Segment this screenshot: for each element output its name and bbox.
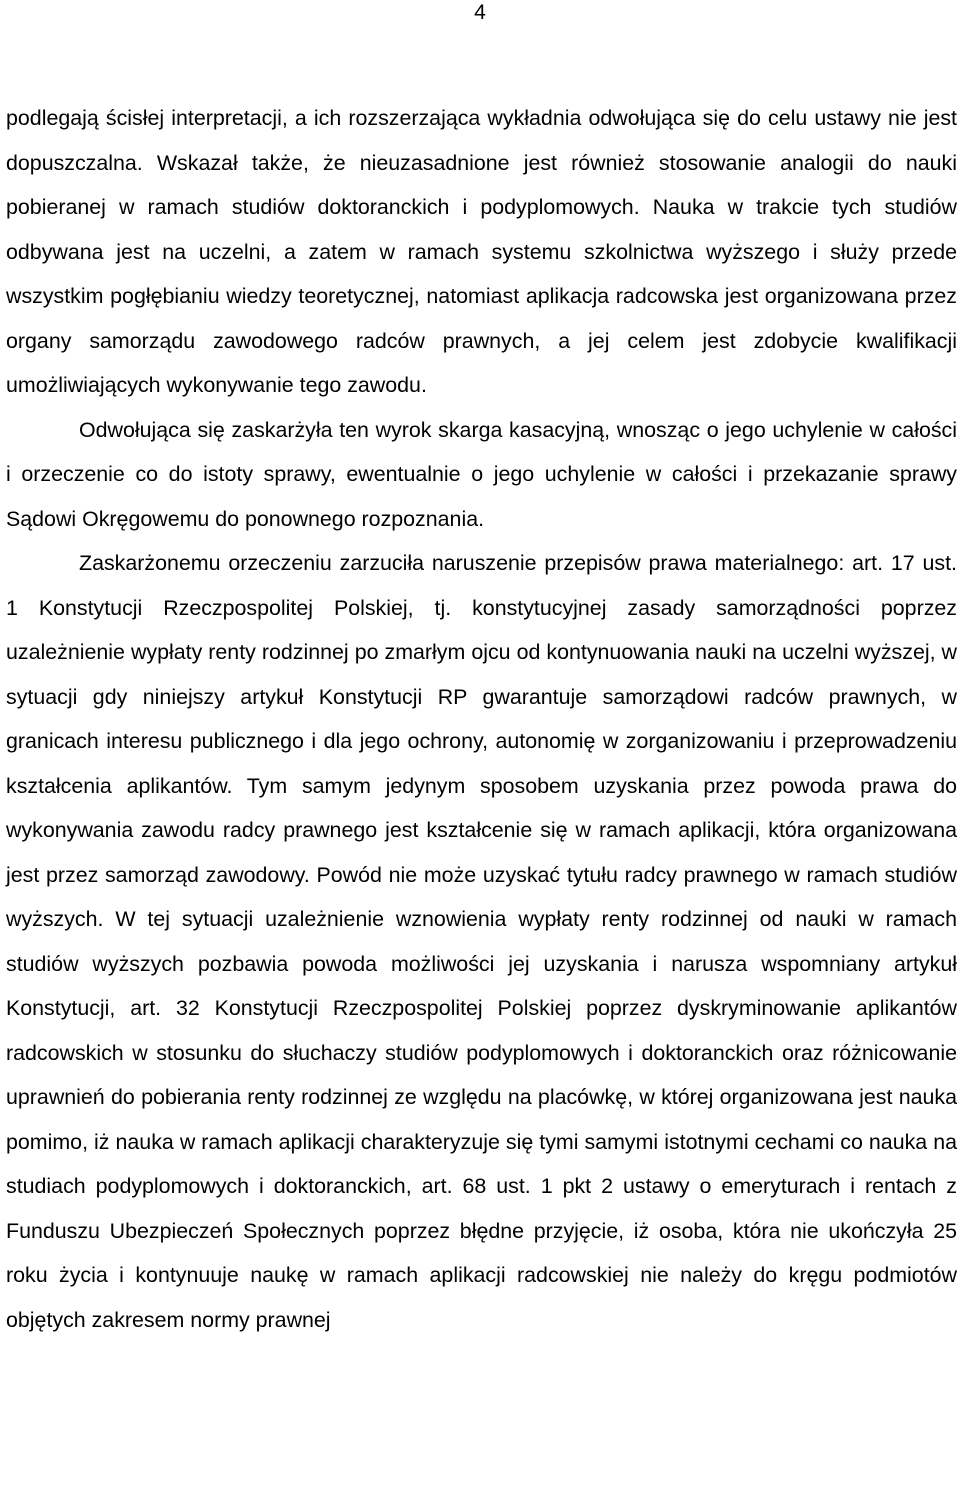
page-number: 4	[474, 1, 486, 24]
paragraph-1: podlegają ścisłej interpretacji, a ich rozszerzająca wykładnia odwołująca się do celu ustawy nie jest dopuszczalna. Wskazał także, że nieuzasadnione jest również stosowanie analogii do nauki pobieranej w ramach studiów doktoranckich i podyplomowych. Nauka w trakcie tych studiów odbywana jest na uczelni, a zatem w ramach systemu szkolnictwa wyższego i służy przede wszystkim pogłębianiu wiedzy teoretycznej, natomiast aplikacja radcowska jest organizowana przez organy samorządu zawodowego radców prawnych, a jej celem jest zdobycie kwalifikacji umożliwiających wykonywanie tego zawodu.	[6, 106, 957, 397]
paragraph-3: Zaskarżonemu orzeczeniu zarzuciła naruszenie przepisów prawa materialnego: art. 17 ust. 1 Konstytucji Rzeczpospolitej Polskiej, tj. konstytucyjnej zasady samorządności poprzez uzależnienie wypłaty renty rodzinnej po zmarłym ojcu od kontynuowania nauki na uczelni wyższej, w sytuacji gdy niniejszy artykuł Konstytucji RP gwarantuje samorządowi radców prawnych, w granicach interesu publicznego i dla jego ochrony, autonomię w zorganizowaniu i przeprowadzeniu kształcenia aplikantów. Tym samym jedynym sposobem uzyskania przez powoda prawa do wykonywania zawodu radcy prawnego jest kształcenie się w ramach aplikacji, która organizowana jest przez samorząd zawodowy. Powód nie może uzyskać tytułu radcy prawnego w ramach studiów wyższych. W tej sytuacji uzależnienie wznowienia wypłaty renty rodzinnej od nauki w ramach studiów wyższych pozbawia powoda możliwości jej uzyskania i narusza wspomniany artykuł Konstytucji, art. 32 Konstytucji Rzeczpospolitej Polskiej poprzez dyskryminowanie aplikantów radcowskich w stosunku do słuchaczy studiów podyplomowych i doktoranckich oraz różnicowanie uprawnień do pobierania renty rodzinnej ze względu na placówkę, w której organizowana jest nauka pomimo, iż nauka w ramach aplikacji charakteryzuje się tymi samymi istotnymi cechami co nauka na studiach podyplomowych i doktoranckich, art. 68 ust. 1 pkt 2 ustawy o emeryturach i rentach z Funduszu Ubezpieczeń Społecznych poprzez błędne przyjęcie, iż osoba, która nie ukończyła 25 roku życia i kontynuuje naukę w ramach aplikacji radcowskiej nie należy do kręgu podmiotów objętych zakresem normy prawnej	[6, 551, 957, 1332]
document-body	[6, 96, 957, 1342]
paragraph-2: Odwołująca się zaskarżyła ten wyrok skarga kasacyjną, wnosząc o jego uchylenie w całości i orzeczenie co do istoty sprawy, ewentualnie o jego uchylenie w całości i przekazanie sprawy Sądowi Okręgowemu do ponownego rozpoznania.	[6, 417, 957, 531]
